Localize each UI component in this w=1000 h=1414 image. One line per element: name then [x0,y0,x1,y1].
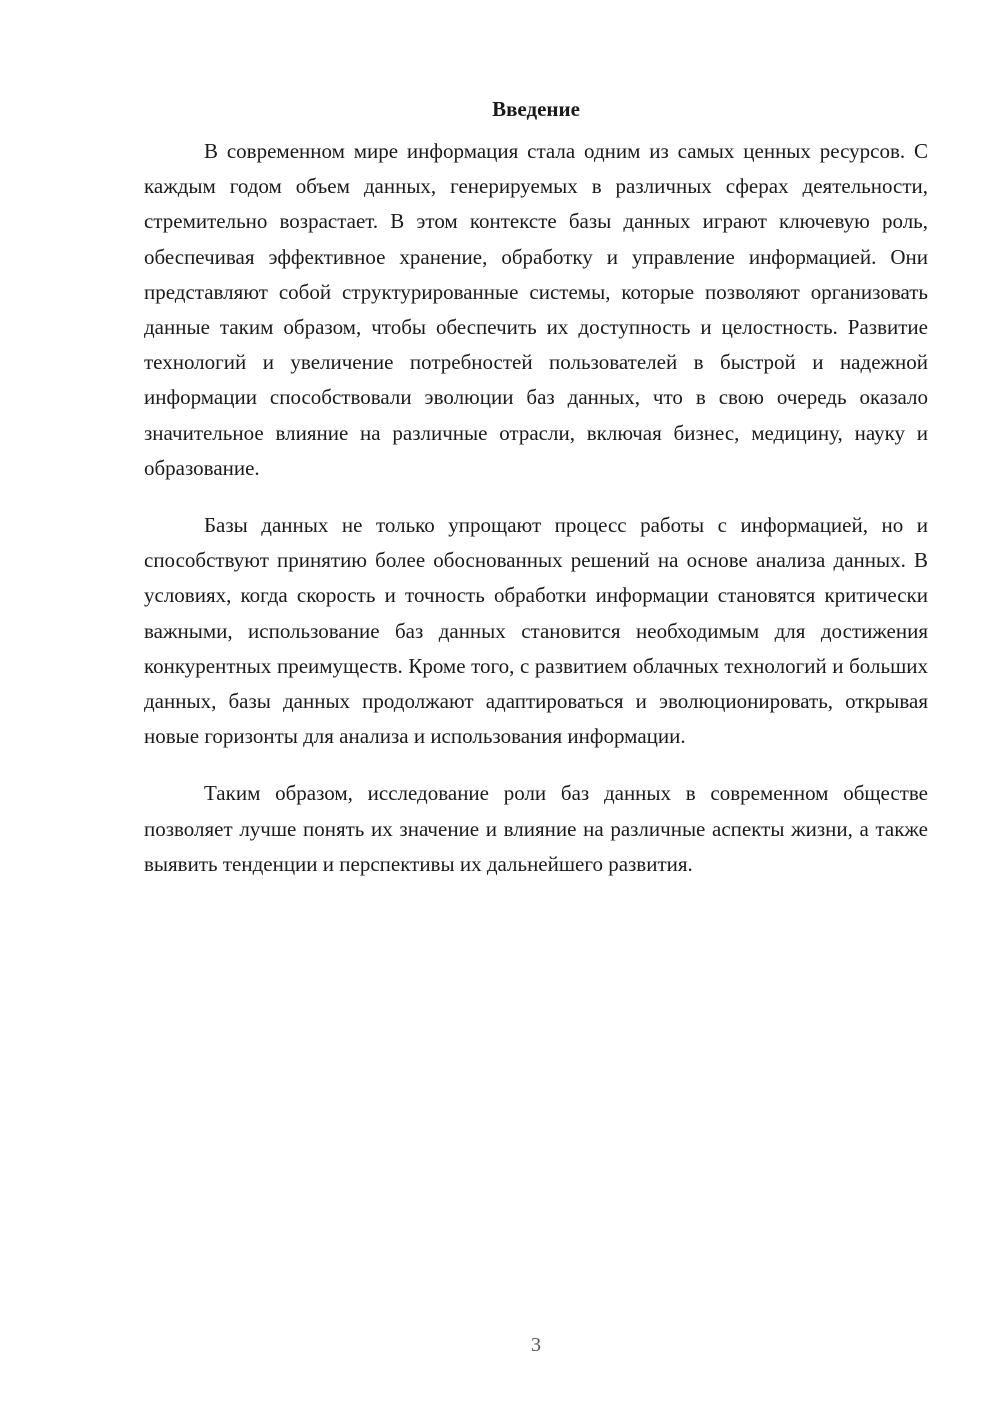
section-heading: Введение [492,97,580,121]
paragraph-3: Таким образом, исследование роли баз данных в современном обществе позволяет лучше понять их значение и влияние на различные аспекты жизни, а также выявить тенденции и перспективы их дальнейшего развития. [144,781,928,876]
page-number: 3 [531,1334,541,1356]
paragraph-2: Базы данных не только упрощают процесс работы с информацией, но и способствуют принятию более обоснованных решений на основе анализа данных. В условиях, когда скорость и точность обработки информации становятся критически важными, использование баз данных становится необходимым для достижения конкурентных преимуществ. Кроме того, с развитием облачных технологий и больших данных, базы данных продолжают адаптироваться и эволюционировать, открывая новые горизонты для анализа и использования информации. [144,513,928,749]
document-body [144,92,928,904]
paragraph-1: В современном мире информация стала одним из самых ценных ресурсов. С каждым годом объем данных, генерируемых в различных сферах деятельности, стремительно возрастает. В этом контексте базы данных играют ключевую роль, обеспечивая эффективное хранение, обработку и управление информацией. Они представляют собой структурированные системы, которые позволяют организовать данные таким образом, чтобы обеспечить их доступность и целостность. Развитие технологий и увеличение потребностей пользователей в быстрой и надежной информации способствовали эволюции баз данных, что в свою очередь оказало значительное влияние на различные отрасли, включая бизнес, медицину, науку и образование. [144,139,928,480]
